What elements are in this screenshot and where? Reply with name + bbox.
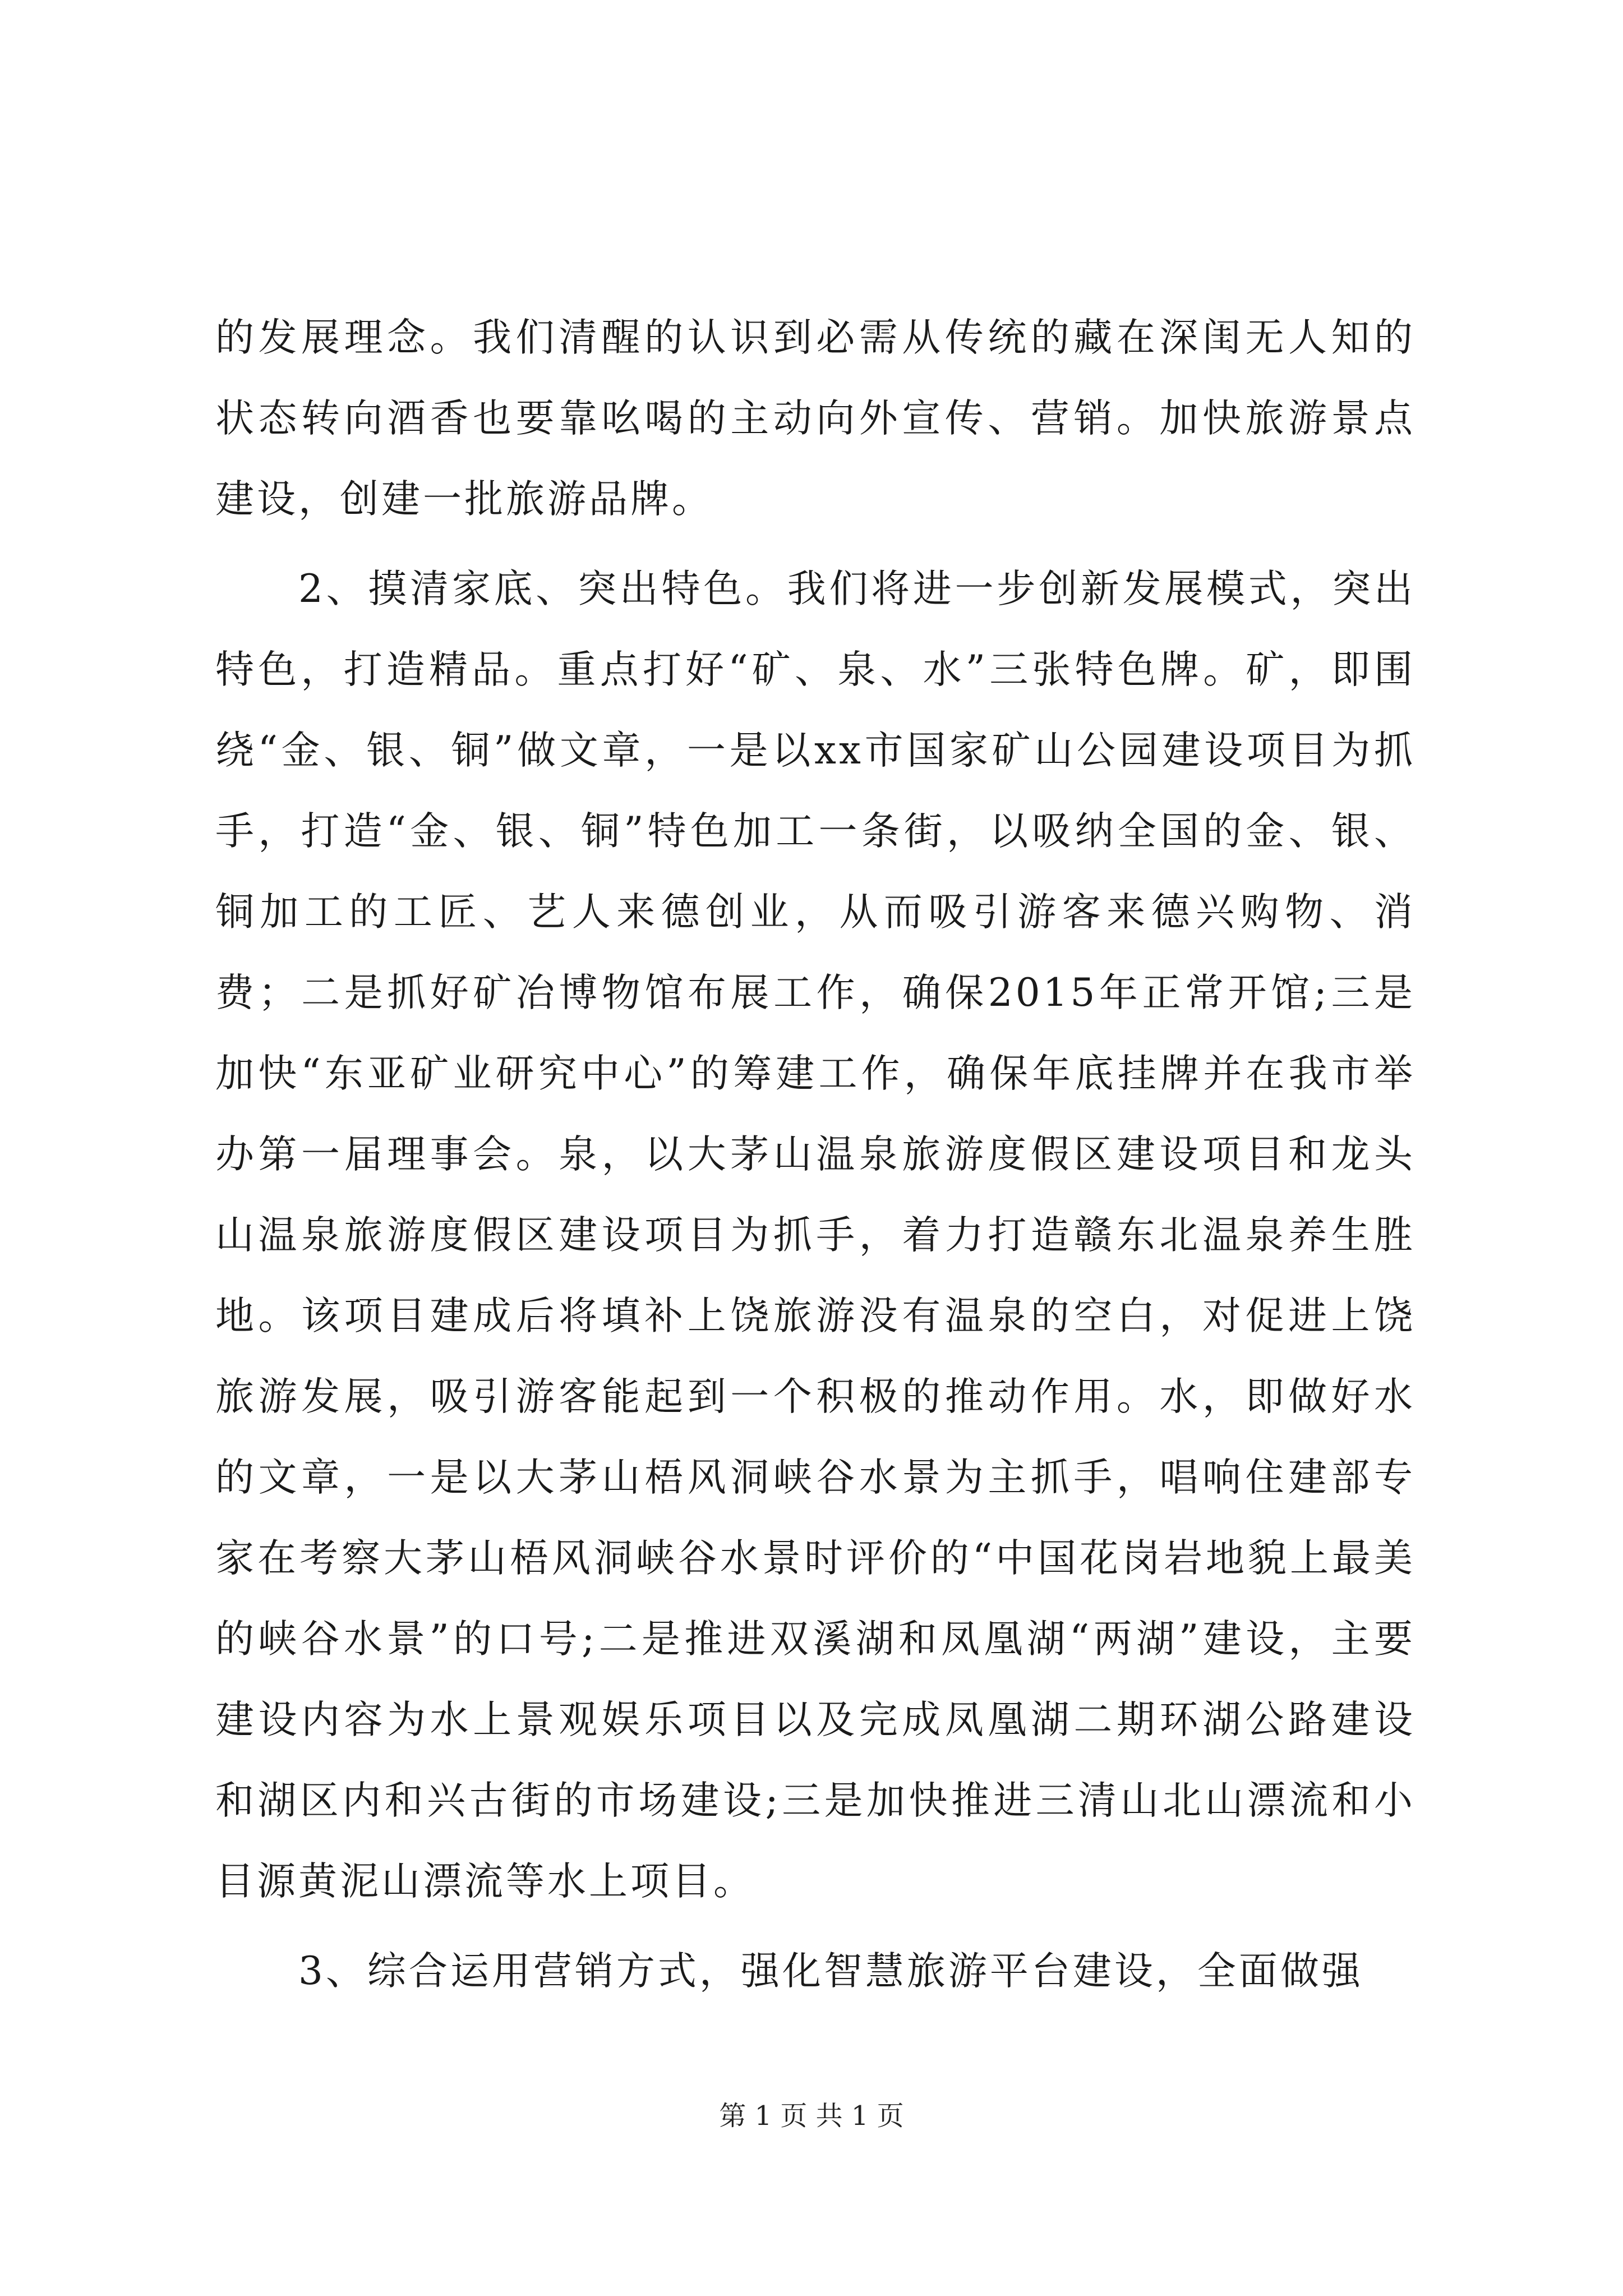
paragraph-1: 的发展理念。我们清醒的认识到必需从传统的藏在深闺无人知的状态转向酒香也要靠吆喝的主动向外宣传、营销。加快旅游景点建设，创建一批旅游品牌。 [215,315,1415,522]
paragraph-3: 3、综合运用营销方式，强化智慧旅游平台建设，全面做强 [298,1949,1363,1994]
document-body [215,297,1415,2021]
page-footer: 第 1 页 共 1 页 [719,2100,904,2132]
paragraph-2: 2、摸清家底、突出特色。我们将进一步创新发展模式，突出特色，打造精品。重点打好“矿、泉、水”三张特色牌。矿，即围绕“金、银、铜”做文章，一是以xx市国家矿山公园建设项目为抓手，打造“金、银、铜”特色加工一条街，以吸纳全国的金、银、铜加工的工匠、艺人来德创业，从而吸引游客来德兴购物、消费；二是抓好矿冶博物馆布展工作，确保2015年正常开馆;三是加快“东亚矿业研究中心”的筹建工作，确保年底挂牌并在我市举办第一届理事会。泉，以大茅山温泉旅游度假区建设项目和龙头山温泉旅游度假区建设项目为抓手，着力打造赣东北温泉养生胜地。该项目建成后将填补上饶旅游没有温泉的空白，对促进上饶旅游发展，吸引游客能起到一个积极的推动作用。水，即做好水的文章，一是以大茅山梧风洞峡谷水景为主抓手，唱响住建部专家在考察大茅山梧风洞峡谷水景时评价的“中国花岗岩地貌上最美的峡谷水景”的口号;二是推进双溪湖和凤凰湖“两湖”建设，主要建设内容为水上景观娱乐项目以及完成凤凰湖二期环湖公路建设和湖区内和兴古街的市场建设;三是加快推进三清山北山漂流和小目源黄泥山漂流等水上项目。 [215,567,1415,1904]
